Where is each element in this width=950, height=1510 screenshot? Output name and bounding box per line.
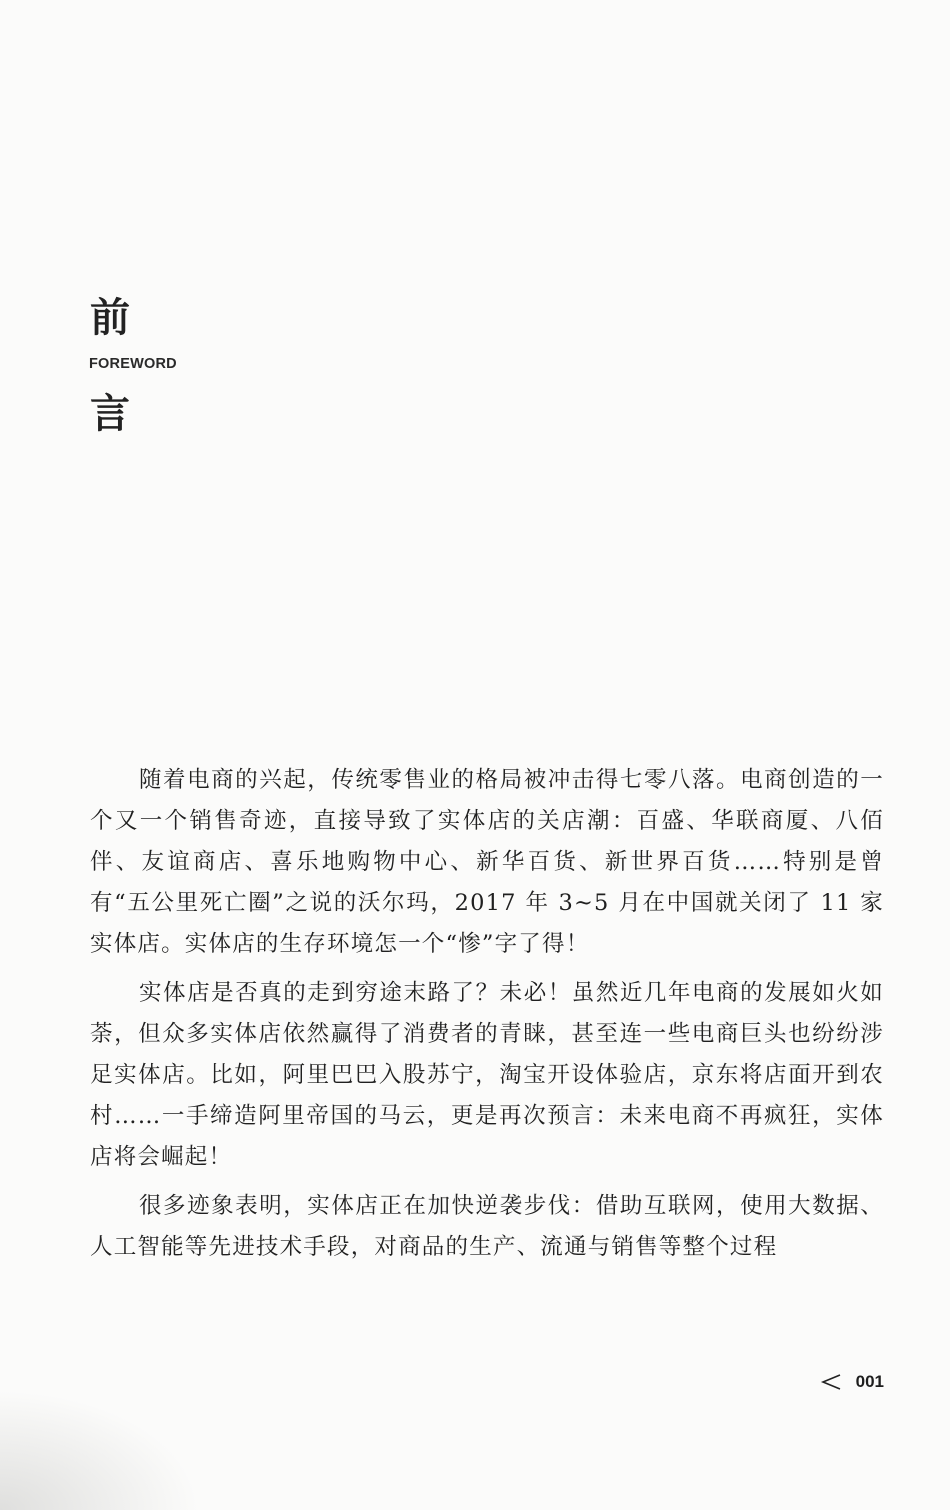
title-char-bottom: 言 (90, 390, 130, 437)
page-footer (818, 1368, 884, 1396)
title-char-top: 前 (90, 294, 130, 341)
paragraph-2: 实体店是否真的走到穷途末路了？未必！虽然近几年电商的发展如火如荼，但众多实体店依然赢得了消费者的青睐，甚至连一些电商巨头也纷纷涉足实体店。比如，阿里巴巴入股苏宁，淘宝开设体验店，京东将店面开到农村……一手缔造阿里帝国的马云，更是再次预言：未来电商不再疯狂，实体店将会崛起！ (90, 980, 884, 1170)
subtitle-foreword: FOREWORD (89, 356, 177, 372)
page-number: 001 (855, 1372, 884, 1391)
page-shadow (0, 1390, 200, 1510)
paragraph-3: 很多迹象表明，实体店正在加快逆袭步伐：借助互联网，使用大数据、人工智能等先进技术手段，对商品的生产、流通与销售等整个过程 (90, 1193, 884, 1260)
paragraph-1: 随着电商的兴起，传统零售业的格局被冲击得七零八落。电商创造的一个又一个销售奇迹，直接导致了实体店的关店潮：百盛、华联商厦、八佰伴、友谊商店、喜乐地购物中心、新华百货、新世界百货……特别是曾有“五公里死亡圈”之说的沃尔玛，2017 年 3~5 月在中国就关闭了 11 家实体店。实体店的生存环境怎一个“惨”字了得！ (90, 767, 884, 957)
left-chevron-icon (818, 1368, 846, 1396)
body-text (90, 760, 884, 1276)
